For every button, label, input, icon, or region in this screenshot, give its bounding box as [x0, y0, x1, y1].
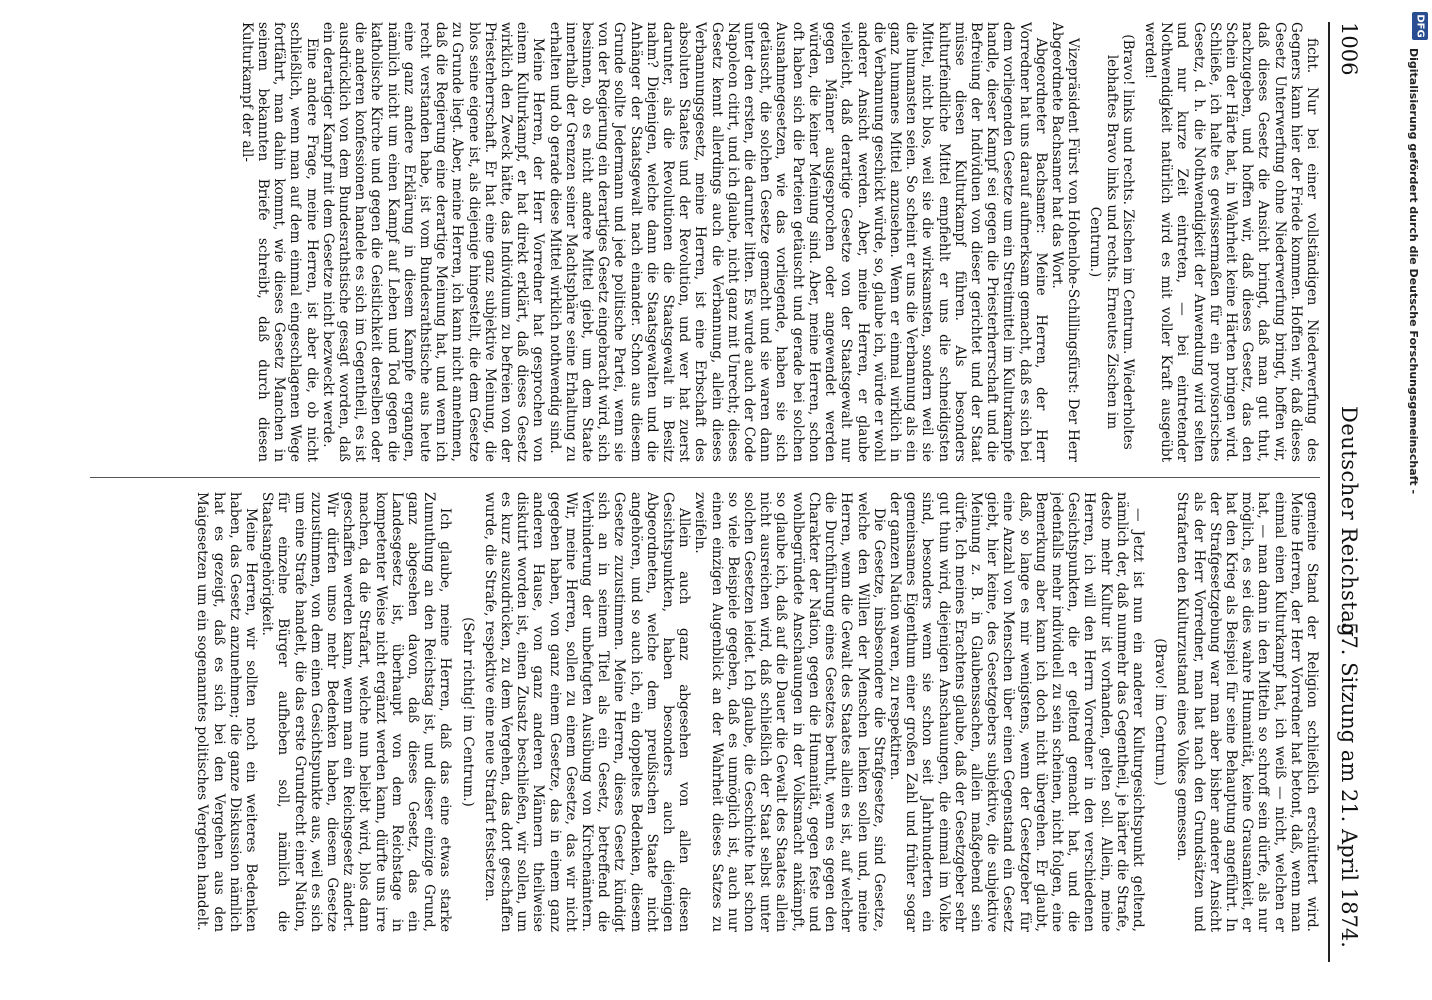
session-title: 57. Sitzung am 21. April 1874. [1337, 622, 1361, 948]
paragraph: gemeine Stand der Religion schließlich erschüttert wird. Meine Herren, der Herr Vorredner hat betont, daß, wenn man einmal einen Kulturkampf hat, ich weiß — nicht, welchen er hat, — man dann in den Mitteln so schroff sein dürfe, als nur möglich, es sei dies wahre Humanität, keine Grausamkeit, er hat den Krieg als Beispiel für seine Behauptung angeführt. In der Strafgesetzgebung war man aber bisher anderer Ansicht als der Herr Vorredner, man hat nach den Grundsätzen und Strafarten den Kulturzustand eines Volkes gemessen. [1174, 492, 1320, 932]
rotated-sheet [66, 22, 1366, 982]
digitization-note: Digitalisierung gefördert durch die Deutsche Forschungsgemeinschaft - [1407, 48, 1420, 495]
publication-title: Deutscher Reichstag. [1337, 406, 1361, 645]
digitization-strip [1407, 8, 1430, 648]
page-header [1332, 22, 1366, 982]
left-column [80, 22, 1320, 462]
interjection: (Bravo! im Centrum.) [1152, 638, 1169, 786]
interjection: (Bravo! links und rechts. Zischen im Centrum. Wiederholtes lebhaftes Bravo links und rechts. Erneutes Zischen im Centrum.) [1087, 34, 1136, 450]
paragraph: Die Gesetze, insbesondere die Strafgesetze, sind Gesetze, welche den Willen der Menschen lenken sollen und, meine Herren, wenn die Gewalt des Staates allein es ist, auf welcher die Durchführung eines Gesetzes beruht, wenn es gegen den Charakter der Nation, gegen die Humanität, gegen feste und wohlbegründete Anschauungen in der Volksmacht ankämpft, so glaube ich, daß auf die Dauer die Gewalt des Staates allein nicht ausreichen wird, daß schließlich der Staat selbst unter solchen Gesetzen leidet. Ich glaube, die Geschichte hat schon so viele Beispiele gegeben, daß es unmöglich ist, auch nur einen einzigen Augenblick an der Wahrheit dieses Satzes zu zweifeln. [692, 492, 887, 932]
paragraph: Allein auch ganz abgesehen von allen diesen Gesichtspunkten, haben besonders auch diejenigen Abgeordneten, welche dem preußischen Staate nicht angehören, und so auch ich, ein doppeltes Bedenken, diesem Gesetze zuzustimmen. Meine Herren, dieses Gesetz kündigt sich an in seinem Titel als ein Gesetz, betreffend die Verhinderung der unbefugten Ausübung von Kirchenämtern. Wir, meine Herren, sollen zu einem Gesetze, das wir nicht gegeben haben, von ganz einem Gesetze, das in einem ganz anderen Hause, von ganz anderen Männern theilweise diskutirt worden ist, einen Zusatz beschließen, wir sollen, um es kurz auszudrücken, zu dem Vergehen, das dort geschaffen wurde, die Strafe, respektive eine neue Strafart festsetzen. [481, 492, 693, 932]
header-rule [1328, 22, 1330, 962]
paragraph: Meine Herren, der Herr Vorredner hat gesprochen von einem Kulturkampf, er hat direkt erklärt, daß dieses Gesetz wirklich den Zweck hätte, das Individuum zu befreien von der Priesterherrschaft. Er hat eine ganz subjektive Meinung, die blos seine eigene ist, als diejenige hingestellt, die dem Gesetze zu Grunde liegt. Aber, meine Herren, ich kann nicht annehmen, daß die Regierung eine derartige Meinung hat, und wenn ich recht verstanden habe, ist vom Bundesrathstische aus heute eine ganz andere Erklärung in diesem Kampfe ergangen, nämlich nicht um einen Kampf auf Leben und Tod gegen die katholische Kirche und gegen die Geistlichkeit derselben oder die anderen konfessionen handele es sich im Gegentheil, es ist ausdrücklich von dem Bundesrathstische gesagt worden, daß ein derartiger Kampf mit dem Gesetze nicht bezweckt werde. [319, 22, 547, 462]
paragraph: Ich glaube, meine Herren, daß das eine etwas starke Zumuthung an den Reichstag ist, und dieser einzige Grund, ganz abgesehen davon, daß dieses Gesetz, das ein Landesgesetz ist, überhaupt von dem Reichstage in kompetenter Weise nicht ergänzt werden kann, dürfte uns irre machen, da die Strafart, welche nun beliebt wird, blos dann geschaffen werden kann, wenn man ein Reichsgesetz ändert. Wir dürfen umso mehr Bedenken haben, diesem Gesetze zuzustimmen, von dem einen Gesichtspunkte aus, weil es sich um eine Strafe handelt, die das erste Grundrecht einer Nation, für einzelne Bürger aufheben soll, nämlich die Staatsangehörigkeit. [259, 492, 454, 932]
paragraph: Eine andere Frage, meine Herren, ist aber die, ob nicht schließlich, wenn man auf dem einmal eingeschlagenen Wege fortfährt, man dahin kommt, wie dieses Gesetz Manchen in seinem bekannten Briefe schreibt, daß durch diesen Kulturkampf der all- [238, 22, 320, 462]
paragraph: ficht. Nur bei einer vollständigen Niederwerfung des Gegners kann hier der Friede kommen. Hoffen wir, daß dieses Gesetz Unterwerfung ohne Niederwerfung bringt, hoffen wir, daß dieses Gesetz die Ansicht bringt, daß man gut thut, nachzugeben, und hoffen wir, daß dieses Gesetz, das den Schein der Härte hat, in Wahrheit keine Härten bringen wird. Schließe, ich halte es gewissermaßen für ein provisorisches Gesetz, d. h. die Nothwendigkeit der Anwendung wird selten und nur kurze Zeit eintreten, — bei eintretender Nothwendigkeit natürlich wird es mit voller Kraft ausgeübt werden! [1141, 22, 1320, 462]
paragraph: Meine Herren, wir sollten noch ein weiteres Bedenken haben, das Gesetz anzunehmen; die ganze Diskussion nämlich hat es gezeigt, daß es sich bei den Vergehen aus den Maigesetzen um ein sogenanntes politisches Vergehen handelt. [194, 492, 259, 932]
page-number: 1006 [1337, 22, 1361, 76]
paragraph: Vizepräsident Fürst von Hohenlohe-Schillingsfürst: Der Herr Abgeordnete Bachsamer hat das Wort. [1048, 22, 1082, 462]
paragraph: Abgeordneter Bachsamer: Meine Herren, der Herr Vorredner hat uns darauf aufmerksam gemacht, daß es sich bei dem vorliegenden Gesetze um ein Streitmittel im Kulturkampfe handle, dieser Kampf sei gegen die Priesterherrschaft und die Befreiung der Individuen von dieser gerichtet und der Staat müsse diesen Kulturkampf führen. Als besonders kulturfeindliche Mittel empfiehlt er uns die schneidigsten Mittel, nicht blos, weil sie die wirksamsten, sondern weil sie die humansten seien. So scheint er uns die Verbannung als ein ganz humanes Mittel anzusehen. Wenn er einmal wirklich in die Verbannung geschickt würde, so, glaube ich, würde er wohl anderer Ansicht werden. Aber, meine Herren, er glaube vielleicht, daß derartige Gesetze von der Staatsgewalt nur gegen Männer ausgesprochen oder angewendet werden würden, die keiner Meinung sind. Aber, meine Herren, schon oft haben sich die Parteien getäuscht und gerade bei solchen Ausnahmegesetzen, wie das vorliegende, haben sie sich getäuscht, die solchen Gesetze gemacht und sie waren dann unter den ersten, die darunter litten. Es wurde auch der Code Napoleon citirt, und ich glaube, nicht ganz mit Unrecht; dieses Gesetz kennt allerdings auch die Verbannung, allein dieses Verbannungsgesetz, meine Herren, ist eine Erbschaft des absoluten Staates und der Revolution, und wer hat zuerst darunter, als die Revolutionen die Staatsgewalt in Besitz nahm? Diejenigen, welche dann die Staatsgewalten und die Anhänger der Staatsgewalt nach einander. Schon aus diesem Grunde sollte Jedermann und jede politische Partei, wenn sie von der Regierung ein derartiges Gesetz eingebracht wird, sich besinnen, ob es nicht andere Mittel giebt, um dem Staate innerhalb der Grenzen seiner Machtsphäre seine Erhaltung zu erhalten und ob gerade diese Mittel wirklich nothwendig sind. [546, 22, 1049, 462]
right-column [80, 492, 1320, 932]
paragraph: — Jetzt ist nun ein anderer Kulturgesichtspunkt geltend, nämlich der, daß nunmehr das Gegentheil, je härter die Strafe, desto mehr Kultur ist vorhanden, gelten soll. Allein, meine Herren, ich will den Herrn Vorredner in den verschiedenen Gesichtspunkten, die er geltend gemacht hat, und die jedenfalls mehr individuell zu sein scheinen, nicht folgen, eine Bemerkung aber kann ich doch nicht übergehen. Er glaubt, daß, so lange es mir wenigstens, wenn der Gesetzgeber für eine Anzahl von Menschen über einen Gegenstand ein Gesetz giebt, hier keine, des Gesetzgebers subjektive, die subjektive Meinung z. B. in Glaubenssachen, allein maßgebend sein dürfe. Ich meines Erachtens glaube, daß der Gesetzgeber sehr gut thun wird, diejenigen Anschauungen, die einmal im Volke sind, besonders wenn sie schon seit Jahrhunderten ein gemeinsames Eigenthum einer großen Zahl und früher sogar der ganzen Nation waren, zu respektiren. [886, 492, 1146, 932]
dfg-logo-icon: DFG [1412, 12, 1428, 40]
interjection: (Sehr richtig! im Centrum.) [459, 617, 476, 807]
column-divider [90, 477, 1320, 478]
